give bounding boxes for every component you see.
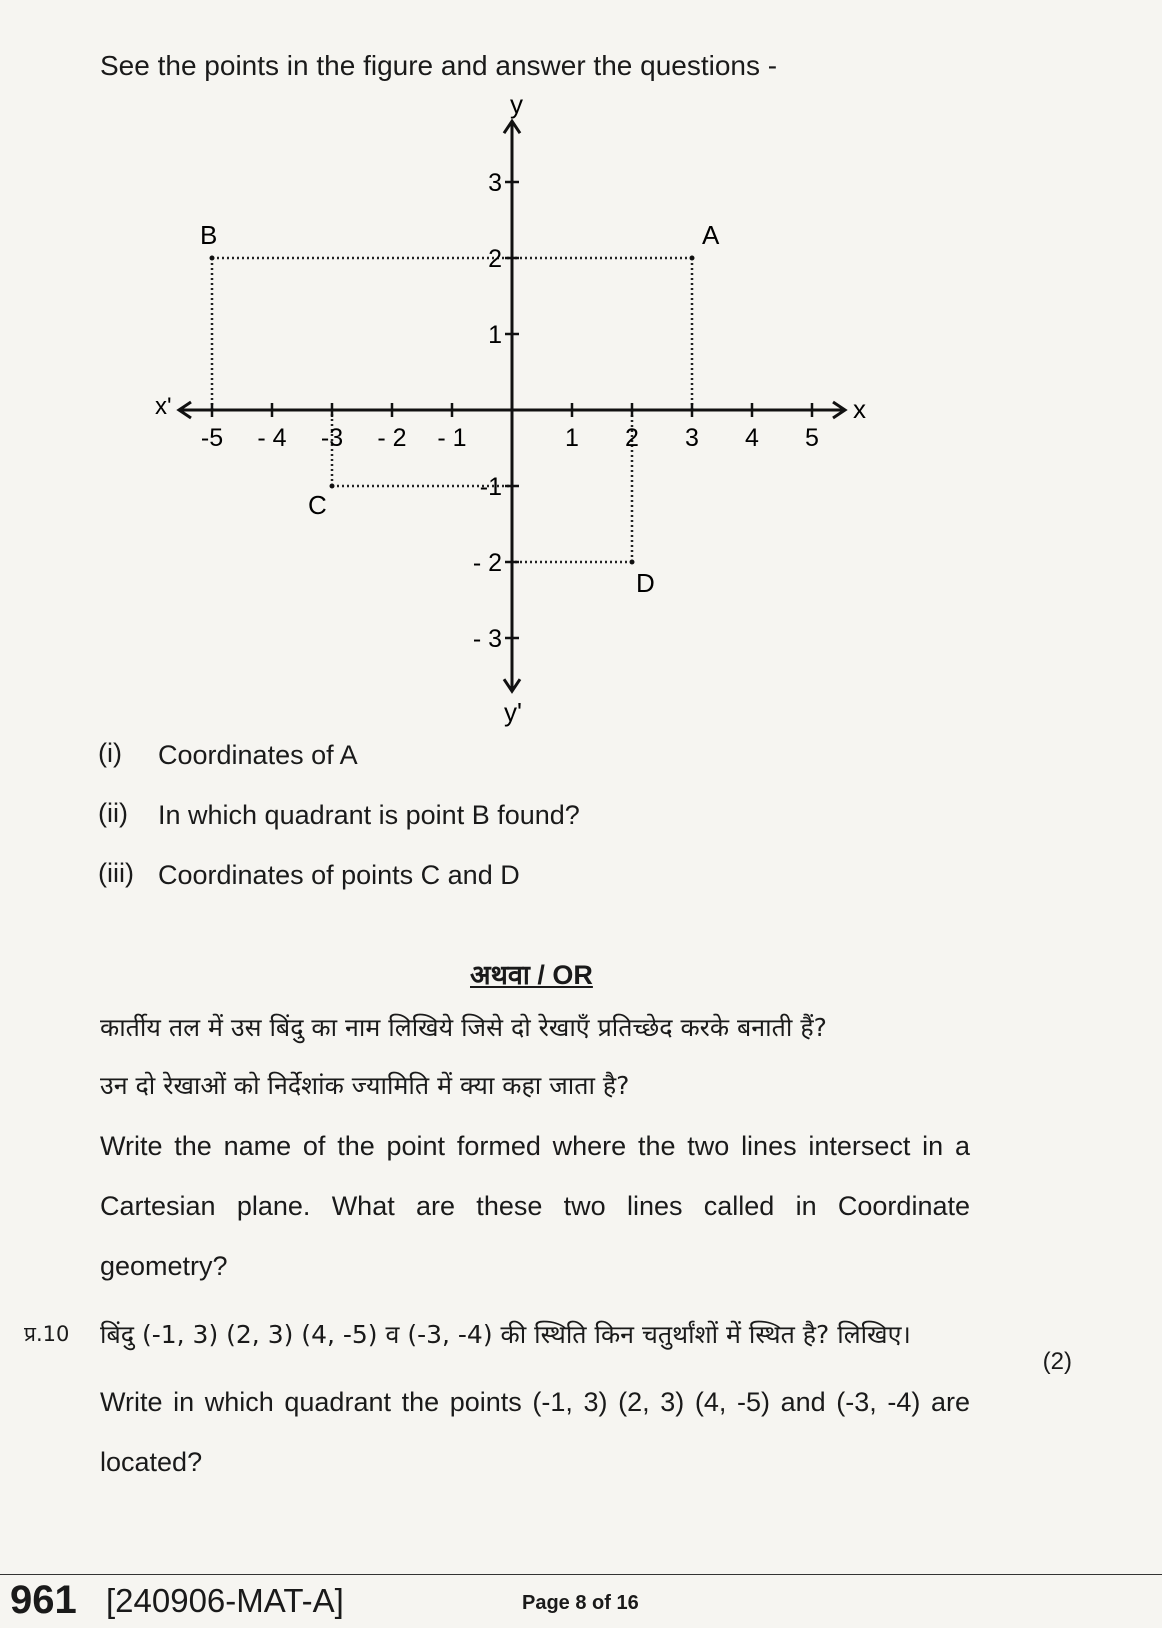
x-axis-label: x (853, 394, 866, 424)
y-tick-label: 1 (488, 321, 502, 349)
y-tick-label: - 2 (472, 549, 502, 577)
point-d (630, 560, 635, 565)
question-text: Coordinates of points C and D (158, 860, 520, 890)
point-c (330, 484, 335, 489)
x-tick-label: 4 (745, 424, 759, 452)
q10-english: Write in which quadrant the points (-1, 3) (2, 3) (4, -5) and (-3, -4) are located? (100, 1387, 970, 1477)
q10-marks: (2) (1042, 1348, 1072, 1375)
intro-text: See the points in the figure and answer the questions - (100, 50, 778, 81)
coordinate-graph (150, 89, 890, 730)
x-tick-label: 3 (685, 424, 699, 452)
y-tick-label: -1 (479, 473, 502, 501)
x-tick-label: - 1 (437, 424, 467, 452)
or-heading: अथवा / OR (470, 960, 593, 990)
question-number: (ii) (98, 798, 128, 828)
q10-hindi: बिंदु (-1, 3) (2, 3) (4, -5) व (-3, -4) की स्थिति किन चतुर्थांशों में स्थित है? लिखिए। (100, 1320, 911, 1349)
question-number: (i) (98, 738, 122, 768)
or-hindi-line-2: उन दो रेखाओं को निर्देशांक ज्यामिति में क्या कहा जाता है? (100, 1071, 630, 1100)
footer-page-number: Page 8 of 16 (522, 1592, 639, 1614)
point-label-b: B (200, 220, 218, 250)
y-tick-label: 2 (488, 245, 502, 273)
y-axis-label: y (510, 89, 523, 120)
point-label-c: C (308, 490, 327, 520)
or-english-question: Write the name of the point formed where the two lines intersect in a Cartesian plane. What are these two lines called in Coordinate geometry? (100, 1131, 970, 1281)
point-a (690, 256, 695, 261)
y-tick-label: 3 (488, 169, 502, 197)
x-tick-label: 1 (565, 424, 579, 452)
footer-paper-number: 961 (10, 1578, 77, 1622)
x-neg-axis-label: x' (155, 393, 172, 420)
y-neg-axis-label: y' (504, 697, 522, 728)
x-tick-label: - 4 (257, 424, 287, 452)
point-b (210, 256, 215, 261)
x-tick-label: 5 (805, 424, 819, 452)
point-label-a: A (702, 220, 720, 250)
question-text: Coordinates of A (158, 740, 358, 770)
q10-number: प्र.10 (24, 1322, 70, 1346)
y-tick-label: - 3 (472, 625, 502, 653)
x-tick-label: - 2 (377, 424, 407, 452)
question-text: In which quadrant is point B found? (158, 800, 580, 830)
point-label-d: D (636, 568, 655, 598)
x-tick-label: -3 (320, 424, 344, 452)
x-tick-label: 2 (625, 424, 639, 452)
footer-rule (0, 1574, 1162, 1575)
or-hindi-line-1: कार्तीय तल में उस बिंदु का नाम लिखिये जिसे दो रेखाएँ प्रतिच्छेद करके बनाती हैं? (100, 1013, 827, 1042)
x-tick-label: -5 (200, 424, 224, 452)
question-number: (iii) (98, 858, 134, 888)
footer-paper-code: [240906-MAT-A] (106, 1582, 344, 1619)
